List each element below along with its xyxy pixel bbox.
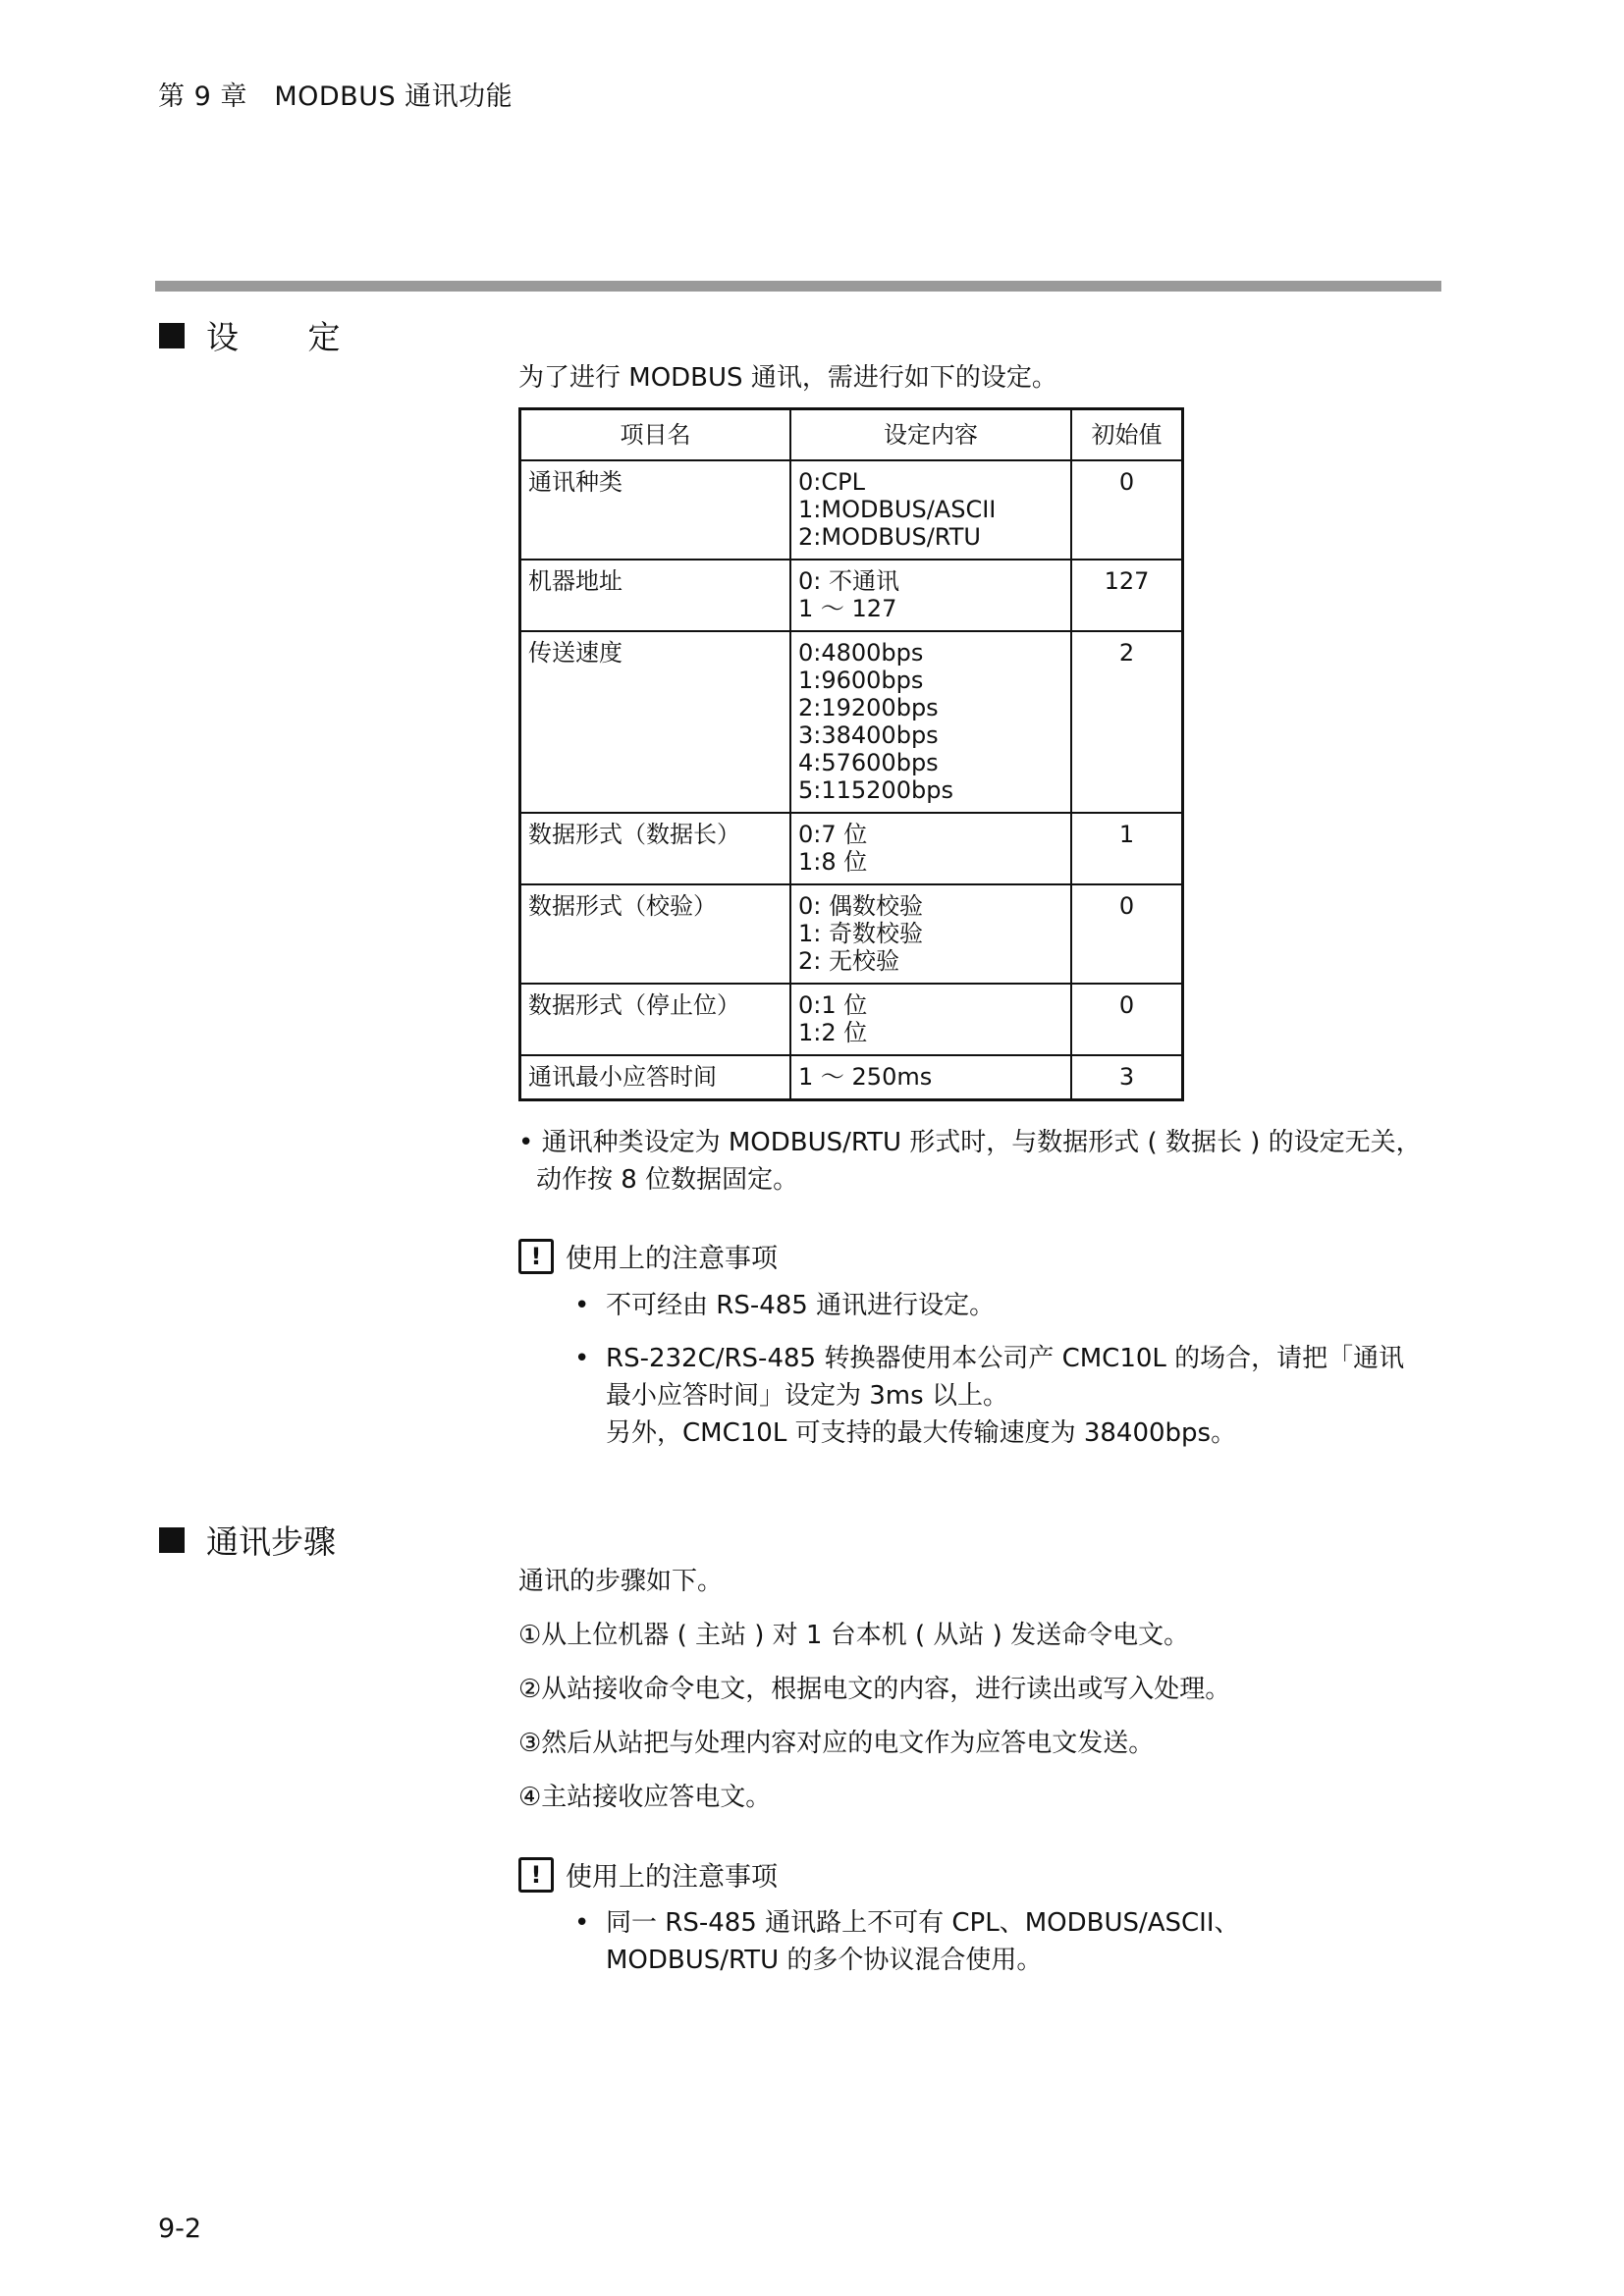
table-row (520, 460, 1183, 560)
bullet-icon: • (574, 1344, 590, 1373)
list-item (574, 1904, 1438, 1979)
default-value: 3 (1071, 1055, 1183, 1100)
procedure-steps (518, 1563, 1230, 1833)
item-name: 数据形式（校验） (520, 884, 791, 984)
setting-value: 0:1 位 (798, 991, 868, 1019)
section-divider (155, 281, 1441, 292)
setting-value: 1 ～ 127 (798, 595, 897, 622)
default-value: 1 (1071, 813, 1183, 884)
setting-value: 1:MODBUS/ASCII (798, 496, 997, 523)
item-name: 数据形式（数据长） (520, 813, 791, 884)
setting-value: 1: 奇数校验 (798, 920, 923, 947)
setting-value: 3:38400bps (798, 721, 939, 749)
list-item (574, 1287, 1438, 1324)
setting-value: 1 ～ 250ms (798, 1063, 933, 1091)
square-bullet-icon (159, 323, 185, 348)
item-name: 传送速度 (520, 631, 791, 813)
exclamation-icon: ! (518, 1239, 554, 1274)
setting-value: 0:7 位 (798, 821, 868, 848)
caution-heading (518, 1855, 778, 1894)
exclamation-icon: ! (518, 1857, 554, 1893)
item-name: 数据形式（停止位） (520, 984, 791, 1055)
setting-values (790, 813, 1071, 884)
default-value: 0 (1071, 984, 1183, 1055)
table-row (520, 884, 1183, 984)
page-number: 9-2 (158, 2214, 202, 2244)
caution-heading (518, 1237, 778, 1275)
default-value: 2 (1071, 631, 1183, 813)
setting-value: 4:57600bps (798, 749, 939, 776)
setting-values (790, 460, 1071, 560)
table-row (520, 560, 1183, 631)
setting-value: 1:9600bps (798, 667, 924, 694)
caution-title: 使用上的注意事项 (566, 1862, 778, 1893)
setting-value: 2:MODBUS/RTU (798, 523, 981, 551)
setting-value: 5:115200bps (798, 776, 953, 804)
setting-value: 1:2 位 (798, 1019, 868, 1046)
table-header-row (520, 409, 1183, 461)
setting-value: 2: 无校验 (798, 947, 899, 975)
step-text: 通讯的步骤如下。 (518, 1567, 724, 1596)
list-item (574, 1340, 1438, 1452)
setting-value: 0:4800bps (798, 639, 924, 667)
section-heading-settings (159, 312, 370, 358)
list-item-text: 同一 RS-485 通讯路上不可有 CPL、MODBUS/ASCII、 (606, 1908, 1240, 1938)
list-item-text: 不可经由 RS-485 通讯进行设定。 (606, 1291, 996, 1320)
setting-values (790, 884, 1071, 984)
intro-text: 为了进行 MODBUS 通讯，需进行如下的设定。 (518, 363, 1057, 393)
note-line: 动作按 8 位数据固定。 (536, 1165, 799, 1195)
note-line: • 通讯种类设定为 MODBUS/RTU 形式时，与数据形式 ( 数据长 ) 的设定无关， (518, 1128, 1422, 1157)
step-text: ②从站接收命令电文，根据电文的内容，进行读出或写入处理。 (518, 1675, 1231, 1704)
default-value: 0 (1071, 460, 1183, 560)
caution-title: 使用上的注意事项 (566, 1244, 778, 1274)
caution-list (574, 1287, 1438, 1468)
default-value: 127 (1071, 560, 1183, 631)
square-bullet-icon (159, 1527, 185, 1553)
caution-list (574, 1904, 1438, 1995)
note-paragraph (518, 1124, 1441, 1199)
settings-table (518, 407, 1184, 1101)
setting-value: 1:8 位 (798, 848, 868, 876)
item-name: 机器地址 (520, 560, 791, 631)
list-item-text: 最小应答时间」设定为 3ms 以上。 (606, 1381, 1008, 1411)
setting-values (790, 984, 1071, 1055)
setting-value: 2:19200bps (798, 694, 939, 721)
table-row (520, 631, 1183, 813)
column-header-setting: 设定内容 (790, 409, 1071, 461)
column-header-item: 项目名 (520, 409, 791, 461)
chapter-header: 第 9 章 MODBUS 通讯功能 (158, 81, 514, 112)
setting-value: 0:CPL (798, 468, 865, 496)
bullet-icon: • (574, 1291, 590, 1320)
list-item-text: MODBUS/RTU 的多个协议混合使用。 (606, 1946, 1043, 1975)
section-title: 设 定 (206, 318, 370, 356)
setting-value: 0: 不通讯 (798, 567, 899, 595)
item-name: 通讯种类 (520, 460, 791, 560)
section-heading-procedure (159, 1517, 336, 1563)
step-text: ③然后从站把与处理内容对应的电文作为应答电文发送。 (518, 1729, 1155, 1758)
item-name: 通讯最小应答时间 (520, 1055, 791, 1100)
step-text: ④主站接收应答电文。 (518, 1783, 772, 1812)
table-row (520, 1055, 1183, 1100)
column-header-default: 初始值 (1071, 409, 1183, 461)
setting-value: 0: 偶数校验 (798, 892, 923, 920)
list-item-text: 另外，CMC10L 可支持的最大传输速度为 38400bps。 (606, 1418, 1237, 1448)
setting-values (790, 631, 1071, 813)
table-row (520, 813, 1183, 884)
section-title: 通讯步骤 (206, 1522, 336, 1561)
list-item-text: RS-232C/RS-485 转换器使用本公司产 CMC10L 的场合，请把「通讯 (606, 1344, 1405, 1373)
default-value: 0 (1071, 884, 1183, 984)
setting-values (790, 560, 1071, 631)
bullet-icon: • (574, 1908, 590, 1938)
setting-values (790, 1055, 1071, 1100)
step-text: ①从上位机器 ( 主站 ) 对 1 台本机 ( 从站 ) 发送命令电文。 (518, 1621, 1190, 1650)
table-row (520, 984, 1183, 1055)
